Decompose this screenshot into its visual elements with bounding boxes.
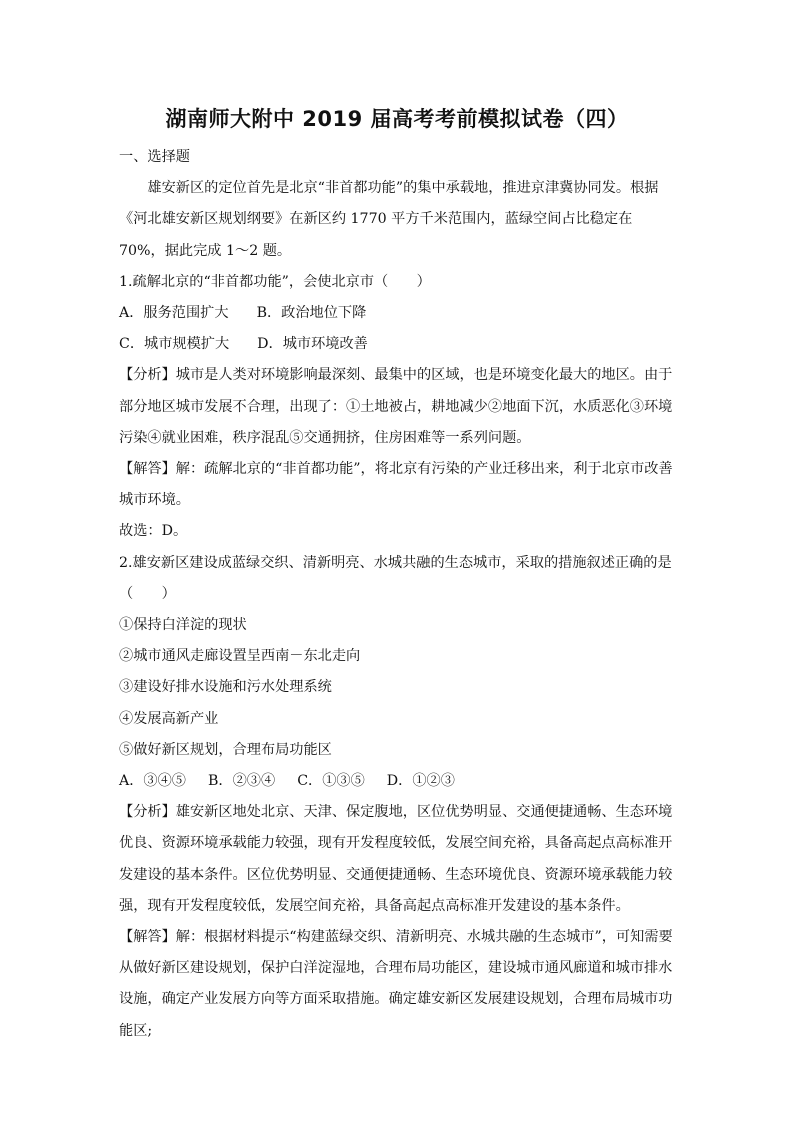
section-heading: 一、选择题: [119, 149, 190, 165]
question-1-stem: 1.疏解北京的“非首都功能”，会使北京市（ ）: [119, 273, 431, 290]
document-body: [119, 142, 677, 1047]
question-2-stem: 2.雄安新区建设成蓝绿交织、清新明亮、水城共融的生态城市，采取的措施叙述正确的是（ ）: [119, 554, 672, 602]
question-2-item-1: ①保持白洋淀的现状: [119, 617, 247, 634]
question-2-option-a: A．③④⑤: [119, 773, 186, 790]
question-2-item-2: ②城市通风走廊设置呈西南－东北走向: [119, 648, 361, 665]
question-1-option-a: A．服务范围扩大: [119, 305, 229, 322]
question-1-option-b: B．政治地位下降: [256, 305, 367, 322]
question-1-options-row-2: [119, 329, 677, 360]
question-2-option-d: D．①②③: [386, 773, 455, 790]
question-2-item-4: ④发展高新产业: [119, 710, 219, 727]
question-1-option-c: C．城市规模扩大: [119, 336, 230, 353]
intro-paragraph: 雄安新区的定位首先是北京“非首都功能”的集中承载地，推进京津冀协同发。根据《河北雄安新区规划纲要》在新区约 1770 平方千米范围内，蓝绿空间占比稳定在 70%，据此完成 1～2 题。: [119, 180, 659, 259]
question-2-answer: 【解答】解：根据材料提示“构建蓝绿交织、清新明亮、水城共融的生态城市”，可知需要从做好新区建设规划，保护白洋淀湿地，合理布局功能区，建设城市通风廊道和城市排水设施，确定产业发展方向等方面采取措施。确定雄安新区发展建设规划，合理布局城市功能区;: [119, 929, 673, 1039]
question-2-analysis: 【分析】雄安新区地处北京、天津、保定腹地，区位优势明显、交通便捷通畅、生态环境优良、资源环境承载能力较强，现有开发程度较低，发展空间充裕，具备高起点高标准开发建设的基本条件。区位优势明显、交通便捷通畅、生态环境优良、资源环境承载能力较强，现有开发程度较低，发展空间充裕，具备高起点高标准开发建设的基本条件。: [119, 804, 673, 914]
question-1-answer: 【解答】解：疏解北京的“非首都功能”，将北京有污染的产业迁移出来，利于北京市改善城市环境。: [119, 461, 673, 509]
question-1-choice: 故选：D。: [119, 523, 188, 540]
question-2-item-5: ⑤做好新区规划，合理布局功能区: [119, 741, 332, 758]
question-1-analysis: 【分析】城市是人类对环境影响最深刻、最集中的区域，也是环境变化最大的地区。由于部分地区城市发展不合理，出现了：①土地被占，耕地减少②地面下沉，水质恶化③环境污染④就业困难，秩序混乱⑤交通拥挤，住房困难等一系列问题。: [119, 367, 673, 446]
question-1-option-d: D．城市环境改善: [257, 336, 368, 353]
question-2-option-c: C．①③⑤: [297, 773, 365, 790]
question-2-item-3: ③建设好排水设施和污水处理系统: [119, 679, 332, 696]
page-title: 湖南师大附中 2019 届高考考前模拟试卷（四）: [165, 107, 629, 131]
question-2-option-b: B．②③④: [208, 773, 276, 790]
question-2-options-row: [119, 766, 677, 797]
question-1-options-row-1: [119, 298, 677, 329]
